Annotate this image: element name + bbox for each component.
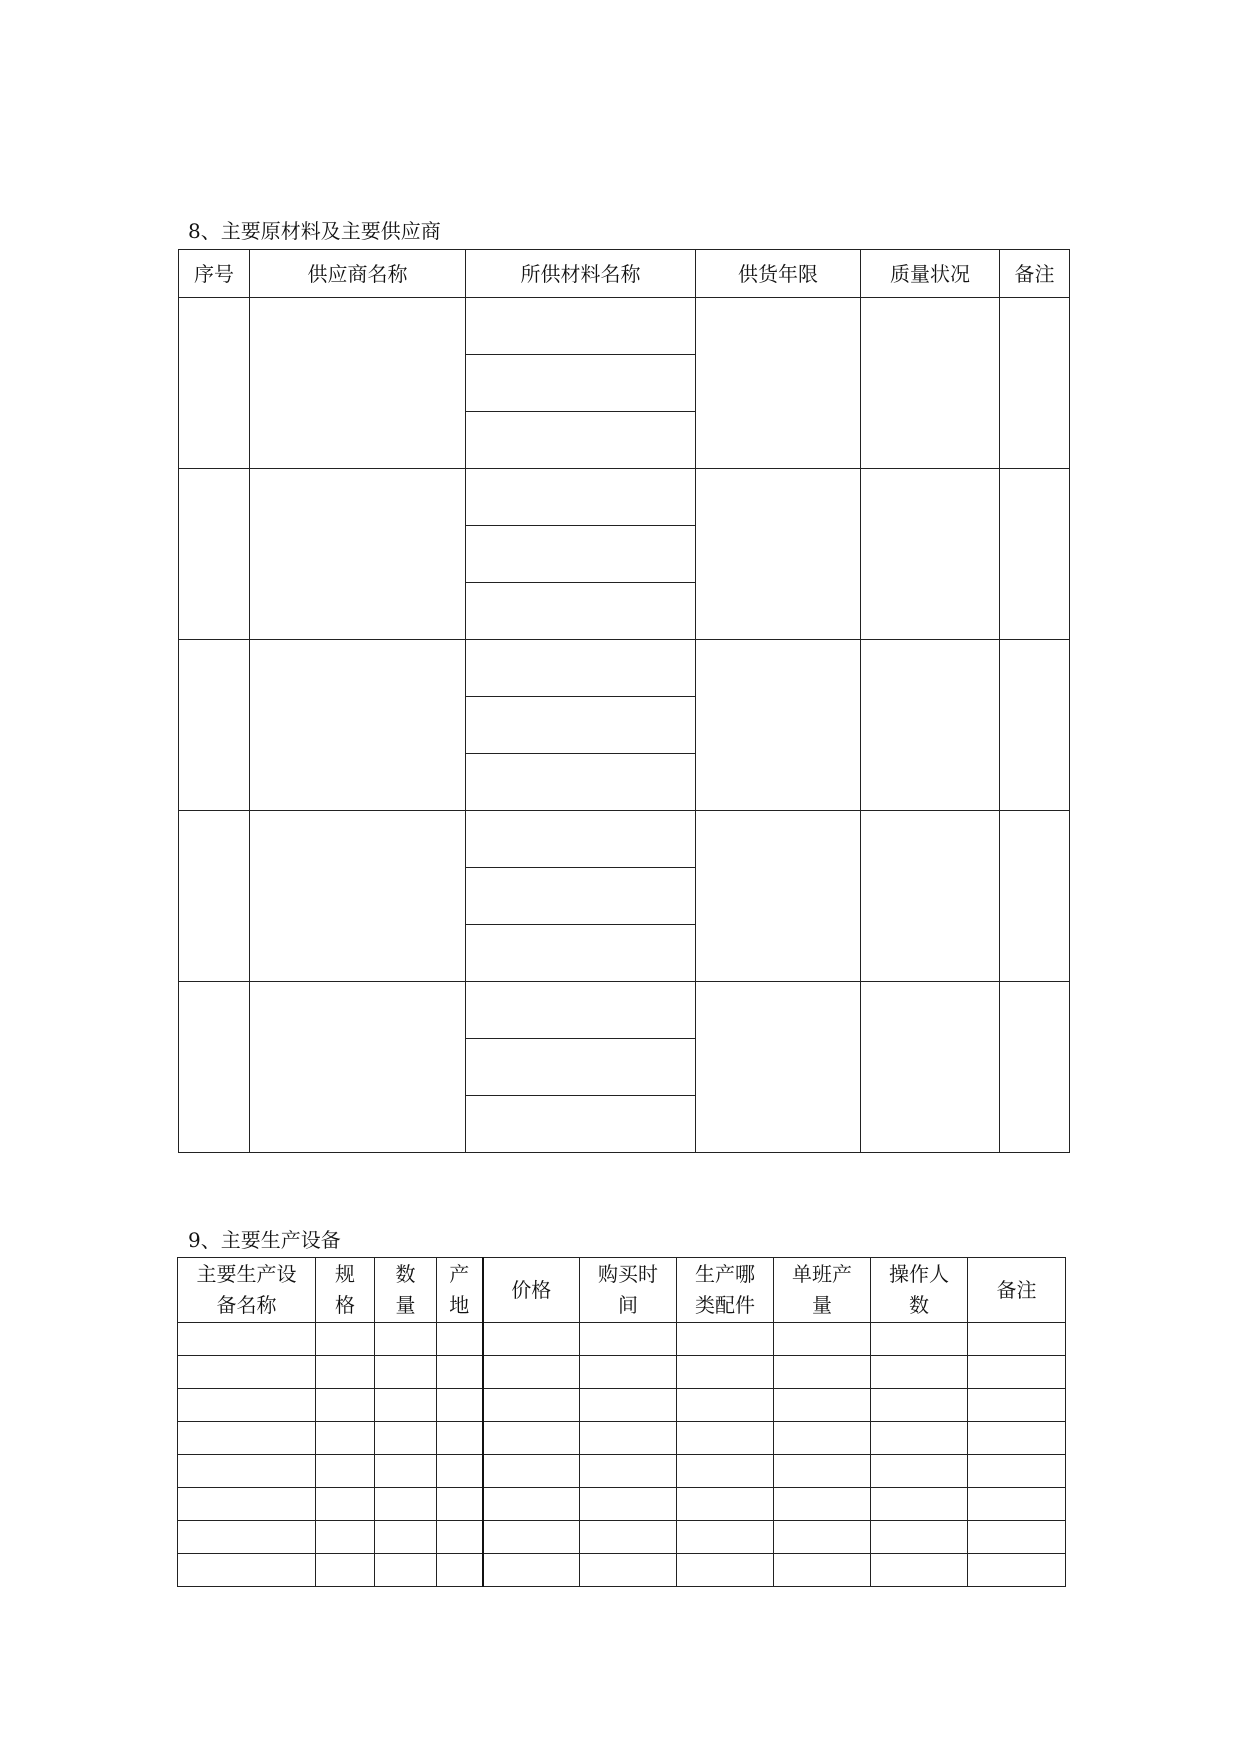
remarks-cell[interactable] [1000, 469, 1070, 640]
material-name-cell[interactable] [466, 868, 696, 925]
material-name-cell[interactable] [466, 469, 696, 526]
quality-status-cell[interactable] [861, 298, 1000, 469]
supplier-name-cell[interactable] [250, 982, 466, 1153]
equipment-row [178, 1356, 1066, 1389]
remarks-cell[interactable] [968, 1455, 1066, 1488]
price-cell[interactable] [483, 1455, 580, 1488]
suppliers-row [179, 298, 1070, 355]
header-line: 价格 [511, 1277, 552, 1302]
material-name-cell[interactable] [466, 583, 696, 640]
header-line: 数 [395, 1262, 416, 1286]
supplier-name-cell[interactable] [250, 640, 466, 811]
spec-cell[interactable] [316, 1356, 375, 1389]
equipment-table [177, 1257, 1066, 1587]
price-cell[interactable] [483, 1356, 580, 1389]
equipment-name-cell[interactable] [178, 1554, 316, 1587]
remarks-cell[interactable] [1000, 298, 1070, 469]
header-shift-output [774, 1258, 871, 1323]
shift-output-cell[interactable] [774, 1323, 871, 1356]
spec-cell[interactable] [316, 1389, 375, 1422]
header-supply-years: 供货年限 [696, 250, 861, 298]
quantity-cell[interactable] [375, 1389, 437, 1422]
material-name-cell[interactable] [466, 298, 696, 355]
equipment-row [178, 1488, 1066, 1521]
equipment-row [178, 1422, 1066, 1455]
material-name-cell[interactable] [466, 925, 696, 982]
remarks-cell[interactable] [968, 1521, 1066, 1554]
remarks-cell[interactable] [968, 1356, 1066, 1389]
supplier-name-cell[interactable] [250, 469, 466, 640]
header-line: 规 [335, 1262, 355, 1286]
material-name-cell[interactable] [466, 982, 696, 1039]
supplier-name-cell[interactable] [250, 811, 466, 982]
purchase-time-cell[interactable] [580, 1323, 677, 1356]
header-line: 备注 [996, 1277, 1037, 1302]
part-type-cell[interactable] [677, 1455, 774, 1488]
header-line: 单班产 [792, 1262, 852, 1286]
header-line: 间 [618, 1293, 638, 1317]
header-line: 数 [909, 1293, 929, 1317]
spec-cell[interactable] [316, 1323, 375, 1356]
part-type-cell[interactable] [677, 1356, 774, 1389]
equipment-name-cell[interactable] [178, 1488, 316, 1521]
equipment-row [178, 1554, 1066, 1587]
shift-output-cell[interactable] [774, 1455, 871, 1488]
quantity-cell[interactable] [375, 1422, 437, 1455]
material-name-cell[interactable] [466, 754, 696, 811]
operators-cell[interactable] [871, 1455, 968, 1488]
header-line: 格 [335, 1293, 355, 1317]
operators-cell[interactable] [871, 1554, 968, 1587]
quantity-cell[interactable] [375, 1323, 437, 1356]
spec-cell[interactable] [316, 1554, 375, 1587]
header-line: 生产哪 [695, 1262, 755, 1286]
header-remarks [968, 1258, 1066, 1323]
section-8-title: 8、主要原材料及主要供应商 [188, 219, 441, 243]
remarks-cell[interactable] [968, 1389, 1066, 1422]
section-9-title: 9、主要生产设备 [188, 1228, 341, 1252]
index-cell[interactable] [179, 982, 250, 1153]
price-cell[interactable] [483, 1422, 580, 1455]
supply-years-cell[interactable] [696, 811, 861, 982]
index-cell[interactable] [179, 298, 250, 469]
supply-years-cell[interactable] [696, 640, 861, 811]
supply-years-cell[interactable] [696, 982, 861, 1153]
price-cell[interactable] [483, 1554, 580, 1587]
purchase-time-cell[interactable] [580, 1455, 677, 1488]
remarks-cell[interactable] [968, 1554, 1066, 1587]
origin-cell[interactable] [437, 1521, 483, 1554]
header-line: 购买时 [598, 1262, 658, 1286]
quality-status-cell[interactable] [861, 640, 1000, 811]
spec-cell[interactable] [316, 1422, 375, 1455]
price-cell[interactable] [483, 1521, 580, 1554]
supply-years-cell[interactable] [696, 298, 861, 469]
equipment-name-cell[interactable] [178, 1323, 316, 1356]
purchase-time-cell[interactable] [580, 1389, 677, 1422]
remarks-cell[interactable] [968, 1488, 1066, 1521]
header-index: 序号 [179, 250, 250, 298]
operators-cell[interactable] [871, 1422, 968, 1455]
remarks-cell[interactable] [968, 1422, 1066, 1455]
material-name-cell[interactable] [466, 1096, 696, 1153]
equipment-row [178, 1323, 1066, 1356]
supply-years-cell[interactable] [696, 469, 861, 640]
equipment-row [178, 1521, 1066, 1554]
header-line: 备名称 [216, 1293, 277, 1317]
index-cell[interactable] [179, 811, 250, 982]
part-type-cell[interactable] [677, 1521, 774, 1554]
material-name-cell[interactable] [466, 412, 696, 469]
operators-cell[interactable] [871, 1323, 968, 1356]
equipment-header-row [178, 1258, 1066, 1323]
operators-cell[interactable] [871, 1389, 968, 1422]
shift-output-cell[interactable] [774, 1389, 871, 1422]
remarks-cell[interactable] [968, 1323, 1066, 1356]
equipment-name-cell[interactable] [178, 1356, 316, 1389]
spec-cell[interactable] [316, 1521, 375, 1554]
supplier-name-cell[interactable] [250, 298, 466, 469]
equipment-name-cell[interactable] [178, 1521, 316, 1554]
purchase-time-cell[interactable] [580, 1356, 677, 1389]
spec-cell[interactable] [316, 1455, 375, 1488]
operators-cell[interactable] [871, 1488, 968, 1521]
origin-cell[interactable] [437, 1389, 483, 1422]
origin-cell[interactable] [437, 1455, 483, 1488]
quantity-cell[interactable] [375, 1521, 437, 1554]
header-quantity [375, 1258, 437, 1323]
equipment-row [178, 1455, 1066, 1488]
origin-cell[interactable] [437, 1488, 483, 1521]
shift-output-cell[interactable] [774, 1356, 871, 1389]
part-type-cell[interactable] [677, 1554, 774, 1587]
header-line: 产 [449, 1262, 470, 1286]
header-material-name: 所供材料名称 [466, 250, 696, 298]
price-cell[interactable] [483, 1323, 580, 1356]
operators-cell[interactable] [871, 1356, 968, 1389]
material-name-cell[interactable] [466, 355, 696, 412]
shift-output-cell[interactable] [774, 1554, 871, 1587]
header-supplier-name: 供应商名称 [250, 250, 466, 298]
part-type-cell[interactable] [677, 1323, 774, 1356]
spec-cell[interactable] [316, 1488, 375, 1521]
remarks-cell[interactable] [1000, 811, 1070, 982]
suppliers-row [179, 469, 1070, 526]
quality-status-cell[interactable] [861, 982, 1000, 1153]
header-price [483, 1258, 580, 1323]
quantity-cell[interactable] [375, 1488, 437, 1521]
equipment-name-cell[interactable] [178, 1422, 316, 1455]
quantity-cell[interactable] [375, 1455, 437, 1488]
header-quality-status: 质量状况 [861, 250, 1000, 298]
purchase-time-cell[interactable] [580, 1422, 677, 1455]
header-origin [437, 1258, 483, 1323]
material-name-cell[interactable] [466, 526, 696, 583]
remarks-cell[interactable] [1000, 640, 1070, 811]
header-remarks: 备注 [1000, 250, 1070, 298]
origin-cell[interactable] [437, 1323, 483, 1356]
equipment-name-cell[interactable] [178, 1389, 316, 1422]
quantity-cell[interactable] [375, 1554, 437, 1587]
purchase-time-cell[interactable] [580, 1488, 677, 1521]
suppliers-row [179, 811, 1070, 868]
shift-output-cell[interactable] [774, 1422, 871, 1455]
price-cell[interactable] [483, 1389, 580, 1422]
header-equipment-name [178, 1258, 316, 1323]
origin-cell[interactable] [437, 1356, 483, 1389]
header-operators [871, 1258, 968, 1323]
operators-cell[interactable] [871, 1521, 968, 1554]
material-name-cell[interactable] [466, 697, 696, 754]
suppliers-table [178, 249, 1070, 1153]
index-cell[interactable] [179, 469, 250, 640]
header-line: 地 [449, 1293, 470, 1317]
header-line: 量 [395, 1293, 416, 1317]
suppliers-row [179, 982, 1070, 1039]
origin-cell[interactable] [437, 1422, 483, 1455]
part-type-cell[interactable] [677, 1389, 774, 1422]
purchase-time-cell[interactable] [580, 1521, 677, 1554]
header-line: 主要生产设 [196, 1262, 297, 1286]
material-name-cell[interactable] [466, 640, 696, 697]
part-type-cell[interactable] [677, 1488, 774, 1521]
shift-output-cell[interactable] [774, 1488, 871, 1521]
header-line: 操作人 [889, 1262, 949, 1286]
header-spec [316, 1258, 375, 1323]
suppliers-header-row [179, 250, 1070, 298]
header-part-type [677, 1258, 774, 1323]
quality-status-cell[interactable] [861, 469, 1000, 640]
header-line: 类配件 [695, 1293, 755, 1317]
material-name-cell[interactable] [466, 1039, 696, 1096]
price-cell[interactable] [483, 1488, 580, 1521]
equipment-name-cell[interactable] [178, 1455, 316, 1488]
shift-output-cell[interactable] [774, 1521, 871, 1554]
equipment-row [178, 1389, 1066, 1422]
index-cell[interactable] [179, 640, 250, 811]
origin-cell[interactable] [437, 1554, 483, 1587]
header-purchase-time [580, 1258, 677, 1323]
suppliers-row [179, 640, 1070, 697]
quality-status-cell[interactable] [861, 811, 1000, 982]
quantity-cell[interactable] [375, 1356, 437, 1389]
purchase-time-cell[interactable] [580, 1554, 677, 1587]
remarks-cell[interactable] [1000, 982, 1070, 1153]
header-line: 量 [812, 1293, 832, 1317]
material-name-cell[interactable] [466, 811, 696, 868]
part-type-cell[interactable] [677, 1422, 774, 1455]
